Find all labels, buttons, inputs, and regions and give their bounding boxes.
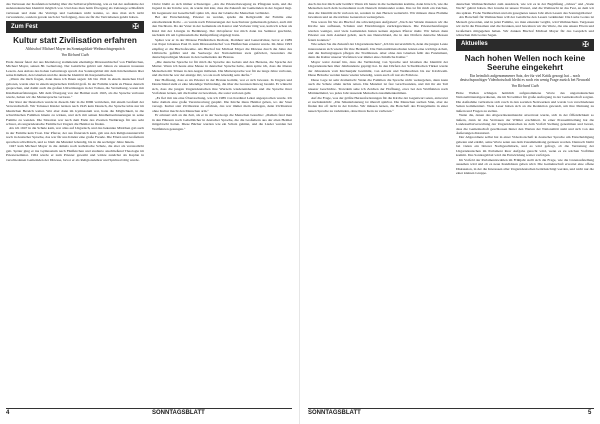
intro-paragraph: das Verlassen der Konfektion beliebig über die Selbstverpflichtung, wie es bei der Aufnahme der sudetendeutschen Identität möglich war. Und dass man beim Übergang als Zeitzeuge schließlich verlassen und dann die Verträge und Gedanken nicht kannte, so dass man sich nicht verwunderte, sondern gerade nach der Verfolgung, dass sie für die Vertriebenen gelebt haben. xyxy=(6,2,144,20)
article-paragraph: Später war er in der Diözese Fünfkirchen Dechant, Domherr und Generalvikar, bevor er 1989 von Papst Johannes Paul II. zum Diözesanbischof von Fünfkirchen ernannt wurde. Im Jahre 1993 empfing er die Bischofsweihe. Als Bischof hat Michael Mayer die Diözese durch die Jahre des Umbruchs geführt und die Seelsorge der Nationalitäten stets gefördert, besonders die deutschsprachigen Messen in den Gemeinden der Branau. xyxy=(152,37,292,60)
article-paragraph: Auch das hat mich sehr berührt: Wenn ich heute in die Gemeinden komme, dann höre ich, wie die Menschen nach dem Gottesdienst noch Deutsch miteinander reden. Das ist für mich ein Zeichen, dass die Identität nicht verloren ist, sondern in den Herzen weiterlebt. Wir müssen diese Flamme bewahren und an die nächste Generation weitergeben. xyxy=(308,2,448,20)
article-paragraph: Im Vorfeld der Parlamentswahlen im Frühjahr stellt sich die Frage, wie die Listenaufstellung aussehen wird und ob es neue Kandidaten geben wird. Die Gemeinschaft erwartet eine offene Diskussion, in der die Interessen aller Ungarndeutschen berücksichtigt werden, und nicht nur die einer kleinen Gruppe. xyxy=(456,157,594,176)
article-paragraph: Diese Lage ist sehr dramatisch: Wenn die Familien die Sprache nicht weitergeben, dann kann auch die Schule allein nichts retten. Die Mundart ist fast verschwunden, und mit ihr ein Teil unserer Geschichte. Trotzdem sehe ich Zeichen der Hoffnung, etwa bei den Wallfahrten nach Máriakéménd, wo jedes Jahr tausende Menschen zusammenkommen. xyxy=(308,77,448,96)
article-paragraph: „Wenn die mich fragen, dann muss ich Ihnen sagen: Ich bin 1941 in einem deutschen Dorf geboren, wurde aber in einem ungarischen Umfeld groß. In der Familie wurde zu Hause deutsch gesprochen, und damit auch die großen Umwälzungen in der Tolnau, die Vertreibung, waren mir Kindheitserfahrungen. Mit dem Übergang von der Heimat nach 1945, als die Sprache verboten wurde, haben wir die Muttersprache verloren.“ xyxy=(6,77,144,100)
article-paragraph: Christ bleibt es sich immer schwieriger. „Als die Priesterbewegung zu Pfingsten kam, und die Jugend in der Kirche war, da wurde mir klar, dass die Zukunft der Gemeinden in der Jugend liegt. Im Gegensatz zur Gesellschaft spüre ich, dass der Glaube die Menschen verbindet. xyxy=(152,2,292,15)
left-column-2 xyxy=(152,2,292,406)
article-paragraph: Was waren für Sie als Bischof die schwierigsten Aufgaben? „Nach der Wende mussten wir die Kirche neu aufbauen, Schulen und Einrichtungen zurückgewinnen. Die Priesterberufungen wurden weniger, und viele Gemeinden hatten keinen eigenen Pfarrer mehr. Wir haben dann Priester aus dem Ausland geholt, auch aus Deutschland, die in den Dörfern deutsche Messen feiern konnten.“ xyxy=(308,19,448,42)
article-paragraph: Der Rest der Deutschen wurde in diesem Jahr in die DDR vertrieben, mit einem Großteil der Verwandtschaft. Wir Tolnauer Kinder lernten nach 1945 kein Deutsch, die Sprache lebte nur im häuslichen Bereich weiter. Wer aber dann im Gymnasium war, hatte die Möglichkeit, in die schwäbischen Familien hinein zu wirken, und sich mit seinen Kindheitserinnerungen in seine Familie zu wenden. Die Situation war nach dem Ende des Zweiten Weltkriegs für uns sehr schwer, als ungarndeutsche Familie bei Ungarn die Heimat zu finden. xyxy=(6,99,144,127)
page-number: 4 xyxy=(6,410,10,416)
cross-icon: ✠ xyxy=(582,39,589,49)
article-paragraph: „Die deutsche Sprache ist für mich die Sprache des Gebets und des Herzens, die Sprache der Mutter. Wenn ich heute eine Messe in deutscher Sprache halte, dann spüre ich, dass die älteren Menschen mit Tränen in den Augen mitbeten. Die Muttersprache war für sie lange Jahre verboten, und die Kirche war der einzige Ort, wo sie noch lebendig sein durfte.“ xyxy=(152,59,292,78)
article-paragraph: Bei der Entscheidung, Priester zu werden, spielte die Religiosität der Familie eine entscheidende Rolle – es wurde nach Erinnerungen der Geschwister gemeinsam gebetet, auch mit den Nachbarn. Da der Vater in der Gemeinde als Kantor und Vorbeter tätig war, kam ich schon als Kind mit der Liturgie in Berührung. Der Ortspfarrer hat mich dann ins Seminar geschickt, nachdem ich am Gymnasium die Reifeprüfung abgelegt hatte. xyxy=(152,15,292,38)
right-page xyxy=(300,0,600,424)
article-author: Von Richard Guth xyxy=(511,84,539,89)
page-number: 5 xyxy=(588,410,592,416)
intro-paragraph: deutschen Weihnachtslieder zum Ausdruck, wie wir es in der Begrüßung „Jahres“ und „Stade Nacht“ gehört haben. Der Glaube ist unsere Wurzel, und die Weihnacht ist das Fest, an dem wir das spüren. Frohe Weihnachten und ein gesegnetes neues Jahr allen Lesern des Sonntagsblattes! xyxy=(456,2,594,15)
intro-paragraph: Als Botschaft für Weihnachten will der Geistliche den Lesern verkünden: Die Liebe Gottes ist Mensch geworden, und in jeder Familie, wo man einander vergibt, wird Weihnachten. Vergessen wir nicht die Einsamen und die Kranken, und bewahren wir die Werte, die uns unsere Eltern und Großeltern mitgegeben haben. Wir danken Bischof Michael Mayer für das Gespräch und wünschen ihm Gottes Segen. xyxy=(456,15,594,38)
section-banner-aktuelles xyxy=(456,39,594,51)
article-subtitle: Ein heimlich aufgenommener Satz, der für viel Kritik gesorgt hat – noch deutschsprachiger Videobotschaft bleibt es noch ein wenig Frage zurück bei Neuwahl xyxy=(459,73,591,83)
right-column-2 xyxy=(456,2,594,406)
article-title: Nach hohen Wellen noch keine Seeruhe eingekehrt xyxy=(464,53,586,72)
article-paragraph: Auf die Frage, was der größte Herausforderungen für die Kirche der Gegenwart seien, antwortet er nachdenklich: „Die Säkularisierung ist überall spürbar. Die Menschen suchen Sinn, aber sie finden ihn oft nicht in der Kirche. Wir müssen lernen, die Botschaft des Evangeliums in einer neuen Sprache zu verkünden, ohne ihren Kern zu verlieren.“ xyxy=(308,95,448,113)
publication-name: SONNTAGSBLATT xyxy=(152,410,205,416)
banner-label: Aktuelles xyxy=(461,41,488,48)
publication-name: SONNTAGSBLATT xyxy=(308,410,361,416)
article-author: Von Richard Guth xyxy=(61,53,89,58)
section-banner-zum-fest xyxy=(6,21,144,33)
cross-icon: ✠ xyxy=(132,21,139,31)
article-paragraph: Wie sehen Sie die Zukunft der Ungarndeutschen? „Ich bin zuversichtlich, denn die jungen Leute interessieren sich wieder für ihre Herkunft. Die Nationalitätenschulen leisten eine wichtige Arbeit, und die Kulturgruppen pflegen die Traditionen. Aber ohne den Glauben fehlt das Fundament, denn die Kultur unserer Vorfahren war immer eine christliche Kultur.“ xyxy=(308,42,448,60)
article-paragraph: Er erinnert sich an die Zeit, als er in der Seelsorge die Menschen besuchte: „Damals fand man in den Häusern noch Gebetbücher in deutscher Sprache, die die Großeltern aus der alten Heimat mitgebracht hatten. Diese Bücher wurden wie ein Schatz gehütet, und die Lieder wurden bei Wallfahrten gesungen.“ xyxy=(152,113,292,131)
article-title: Kultur statt Zivilisation erfahren xyxy=(13,35,137,45)
article-paragraph: 1947 kam Michael Mayer in die damals noch katholische Schule, die aber als verstaatlicht galt. Später ging er ins Gymnasium nach Fünfkirchen und studierte anschließend Theologie im Priesterseminar. 1964 wurde er zum Priester geweiht und wirkte zunächst als Kaplan in verschiedenen Gemeinden der Diözese, bevor er als Religionslehrer und Spiritual tätig wurde. xyxy=(6,144,144,162)
footer-rule xyxy=(6,408,292,409)
article-paragraph: Der Abgeordnete selbst hat in einer Videobotschaft in deutscher Sprache um Entschuldigung gebeten und erklärt, seine Worte seien aus dem Zusammenhang gerissen worden. Dennoch bleibt bei vielen ein bitterer Nachgeschmack, und es wird gefragt, ob die Vertretung der Ungarndeutschen im Parlament ihrer Aufgabe gerecht wird, wenn es zu solchen Vorfällen kommt. Das Sonntagsblatt wird die Entwicklung weiter verfolgen. xyxy=(456,135,594,158)
article-paragraph: „Es fiel mir nie eine Überraschung, wie ich 1989 von Kardinal Lékai angesprochen wurde. Ich habe damals eine große Verantwortung gespürt. Die Kirche muss Heimat geben, wo der Staat versagt. Kultur statt Zivilisation zu erfahren, das war immer mein Anliegen, denn Zivilisation ohne Kultur macht den Menschen arm.“ xyxy=(152,95,292,113)
right-column-1 xyxy=(308,2,448,406)
article-paragraph: Wenn die, denen das Abgeordnetenmandat anvertraut wurde, sich in der Öffentlichkeit so äußern, dann ist das Vertrauen der Wähler erschüttert. In einer Pressemitteilung hat die Landesselbstverwaltung der Ungarndeutschen zu dem Vorfall Stellung genommen und betont, dass die Gemeinschaft geschlossen hinter den Werten der Nationalität steht und sich von den Äußerungen distanziert. xyxy=(456,113,594,135)
article-paragraph: Als ich 1947 in die Schule kam, war alles auf Ungarisch, und das bekannte Mädchen gab auch in der Familie kein Trost. Der Pfarrer, der aus Österreich kam, gab uns den Religionsunterricht noch in deutscher Sprache, das war für uns Kinder eine große Freude. Die Eltern und Großeltern sprachen schwäbisch, und so blieb die Mundart lebendig, bis in die sechziger Jahre hinein. xyxy=(6,126,144,144)
article-subtitle: Altbischof Michael Mayer im Sonntagsblatt-Weihnachtsgespräch xyxy=(25,46,125,51)
banner-label: Zum Fest xyxy=(11,23,38,30)
left-column-1 xyxy=(6,2,144,406)
article-paragraph: Hohe Wellen schlugen heimlich aufgenommene Worte des ungarndeutschen Nationalitätenabgeordneten, die im November für große Aufregung in der Gemeinschaft sorgten. Die Aufnahme verbreitete sich rasch in den sozialen Netzwerken und wurde von verschiedenen Seiten kommentiert. Viele Leser haben sich an die Redaktion gewandt, um ihre Meinung zu äußern und Fragen zu stellen. xyxy=(456,90,594,113)
article-paragraph: Der Hoffnung, dass es als Priester in der Branau kommt, war er sich bewusst. In Ungarn und Deutschland sieht er eine lebendige Verbindung, die über die Grenzen hinweg besteht. Er wünscht sich, dass die jungen Ungarndeutschen ihre Wurzeln wiederentdecken und die Sprache ihrer Vorfahren lernen, um die Kultur zu bewahren, die sonst verloren geht. xyxy=(152,77,292,96)
article-paragraph: Ende Januar feiert der aus Kleindorog stammende ehemalige Diözesanbischof von Fünfkirchen, Michael Mayer, seinen 80. Geburtstag. Der Geistliche gehört seit Jahren zu unseren treuesten Lesern. Aus Anlass des hohen Geburtstags sprach das Sonntagsblatt mit dem Kirchenmann über seine Kindheit, den Glauben und die deutsche Identität im Karpatenbecken. xyxy=(6,59,144,78)
article-paragraph: Mayer weist darauf hin, dass die Verbindung von Sprache und Glauben die Identität der Ungarndeutschen über Jahrhunderte geprägt hat. In den Dörfern der Schwäbischen Türkei wurde der Jahreskreis vom Kirchenjahr bestimmt, von Advent und Weihnachten bis zur Kirchweih. Diese Bräuche werden heute wieder lebendig, wenn auch oft nur als Folklore. xyxy=(308,59,448,78)
footer-rule xyxy=(308,408,594,409)
